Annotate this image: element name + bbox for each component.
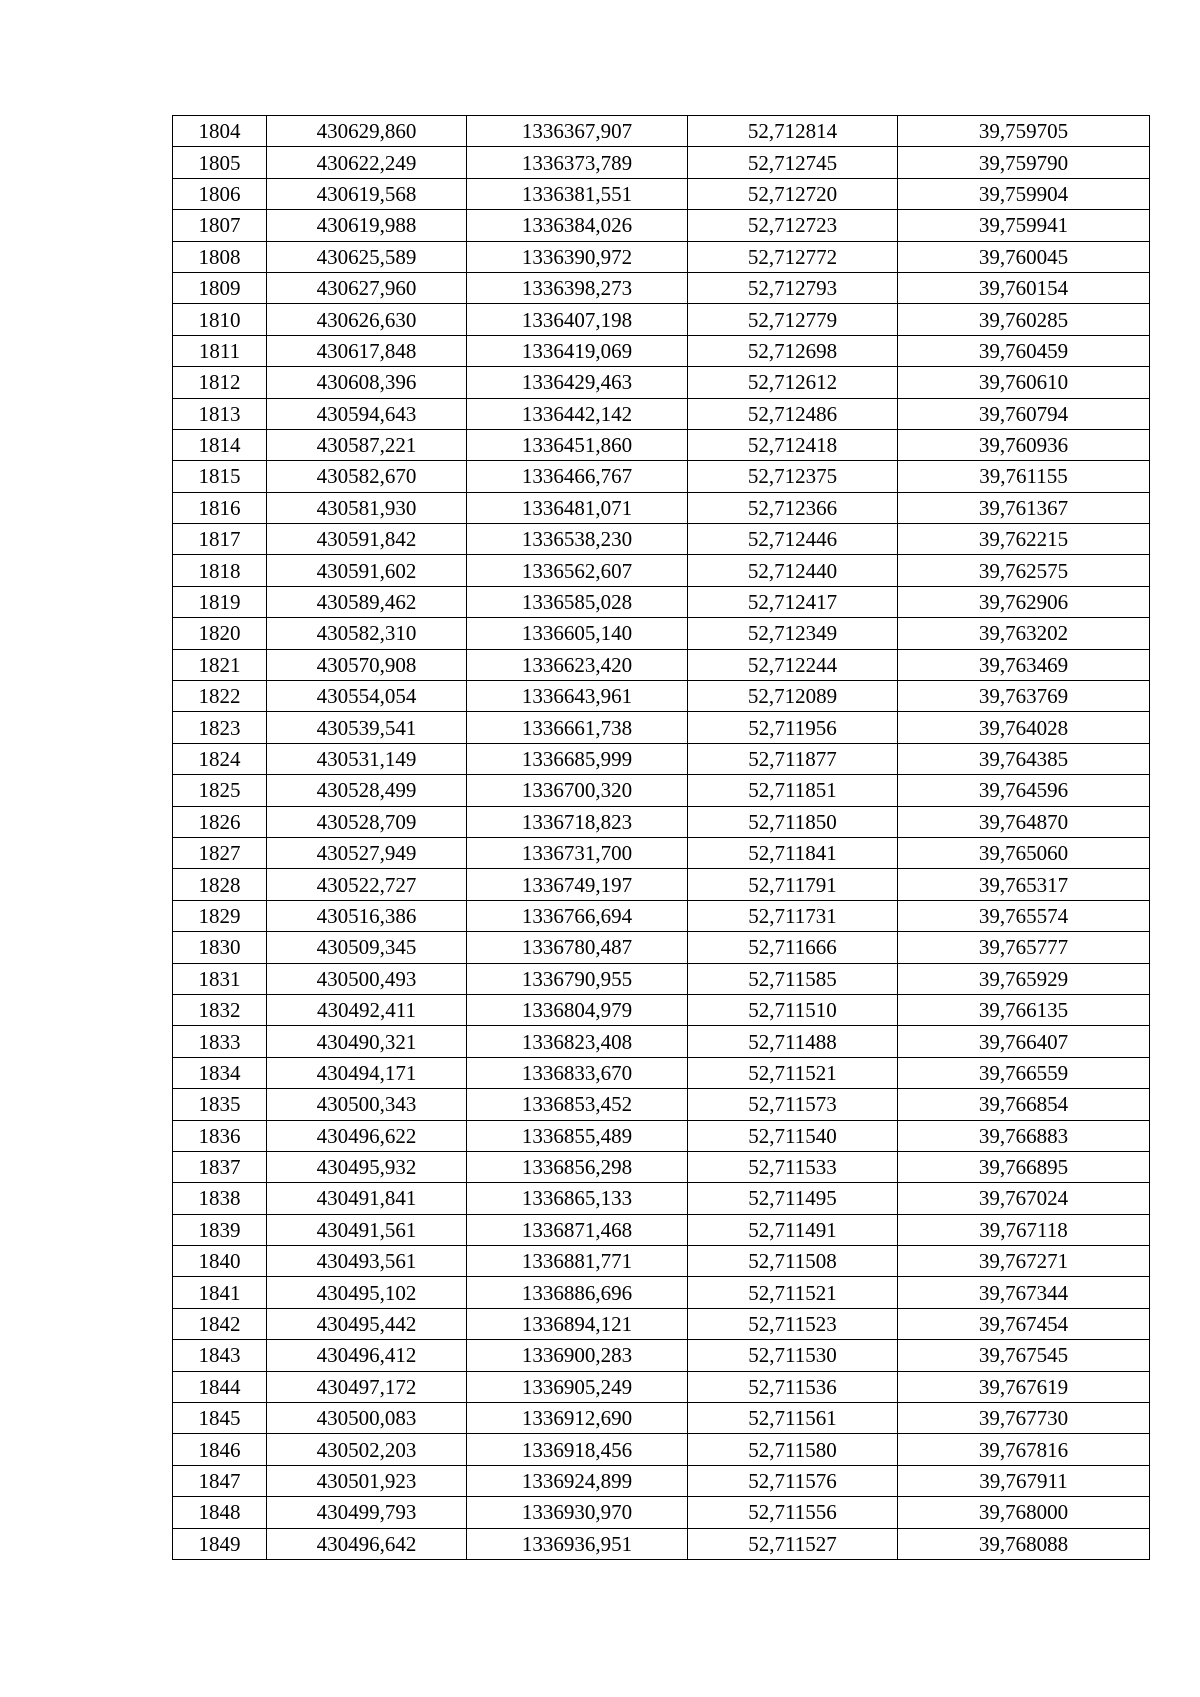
longitude-cell: 39,763469 xyxy=(898,649,1150,680)
x-coordinate-cell: 430496,412 xyxy=(267,1340,467,1371)
x-coordinate-cell: 430591,842 xyxy=(267,524,467,555)
point-number-cell: 1826 xyxy=(173,806,267,837)
point-number-cell: 1829 xyxy=(173,900,267,931)
latitude-cell: 52,712772 xyxy=(688,241,898,272)
table-row xyxy=(173,775,1150,806)
table-row xyxy=(173,900,1150,931)
latitude-cell: 52,712440 xyxy=(688,555,898,586)
latitude-cell: 52,711956 xyxy=(688,712,898,743)
y-coordinate-cell: 1336804,979 xyxy=(467,994,688,1025)
latitude-cell: 52,711488 xyxy=(688,1026,898,1057)
latitude-cell: 52,711540 xyxy=(688,1120,898,1151)
x-coordinate-cell: 430594,643 xyxy=(267,398,467,429)
latitude-cell: 52,711791 xyxy=(688,869,898,900)
point-number-cell: 1819 xyxy=(173,586,267,617)
longitude-cell: 39,765317 xyxy=(898,869,1150,900)
longitude-cell: 39,767454 xyxy=(898,1308,1150,1339)
latitude-cell: 52,712486 xyxy=(688,398,898,429)
y-coordinate-cell: 1336623,420 xyxy=(467,649,688,680)
point-number-cell: 1809 xyxy=(173,272,267,303)
coordinates-table xyxy=(172,115,1150,1560)
table-row xyxy=(173,461,1150,492)
longitude-cell: 39,760459 xyxy=(898,335,1150,366)
x-coordinate-cell: 430522,727 xyxy=(267,869,467,900)
table-row xyxy=(173,1277,1150,1308)
point-number-cell: 1848 xyxy=(173,1497,267,1528)
longitude-cell: 39,768088 xyxy=(898,1528,1150,1559)
longitude-cell: 39,760794 xyxy=(898,398,1150,429)
x-coordinate-cell: 430500,083 xyxy=(267,1403,467,1434)
longitude-cell: 39,768000 xyxy=(898,1497,1150,1528)
point-number-cell: 1812 xyxy=(173,367,267,398)
x-coordinate-cell: 430528,709 xyxy=(267,806,467,837)
latitude-cell: 52,712417 xyxy=(688,586,898,617)
y-coordinate-cell: 1336886,696 xyxy=(467,1277,688,1308)
x-coordinate-cell: 430497,172 xyxy=(267,1371,467,1402)
x-coordinate-cell: 430500,343 xyxy=(267,1089,467,1120)
x-coordinate-cell: 430496,642 xyxy=(267,1528,467,1559)
x-coordinate-cell: 430491,841 xyxy=(267,1183,467,1214)
y-coordinate-cell: 1336905,249 xyxy=(467,1371,688,1402)
longitude-cell: 39,767024 xyxy=(898,1183,1150,1214)
table-row xyxy=(173,272,1150,303)
longitude-cell: 39,764385 xyxy=(898,743,1150,774)
longitude-cell: 39,765777 xyxy=(898,932,1150,963)
x-coordinate-cell: 430608,396 xyxy=(267,367,467,398)
point-number-cell: 1833 xyxy=(173,1026,267,1057)
x-coordinate-cell: 430502,203 xyxy=(267,1434,467,1465)
y-coordinate-cell: 1336381,551 xyxy=(467,178,688,209)
y-coordinate-cell: 1336749,197 xyxy=(467,869,688,900)
longitude-cell: 39,766854 xyxy=(898,1089,1150,1120)
y-coordinate-cell: 1336918,456 xyxy=(467,1434,688,1465)
y-coordinate-cell: 1336894,121 xyxy=(467,1308,688,1339)
y-coordinate-cell: 1336871,468 xyxy=(467,1214,688,1245)
latitude-cell: 52,711561 xyxy=(688,1403,898,1434)
x-coordinate-cell: 430528,499 xyxy=(267,775,467,806)
longitude-cell: 39,767545 xyxy=(898,1340,1150,1371)
x-coordinate-cell: 430582,670 xyxy=(267,461,467,492)
longitude-cell: 39,767730 xyxy=(898,1403,1150,1434)
point-number-cell: 1814 xyxy=(173,429,267,460)
point-number-cell: 1841 xyxy=(173,1277,267,1308)
table-row xyxy=(173,147,1150,178)
y-coordinate-cell: 1336856,298 xyxy=(467,1151,688,1182)
y-coordinate-cell: 1336442,142 xyxy=(467,398,688,429)
point-number-cell: 1815 xyxy=(173,461,267,492)
latitude-cell: 52,712244 xyxy=(688,649,898,680)
longitude-cell: 39,767344 xyxy=(898,1277,1150,1308)
point-number-cell: 1822 xyxy=(173,681,267,712)
x-coordinate-cell: 430626,630 xyxy=(267,304,467,335)
longitude-cell: 39,763202 xyxy=(898,618,1150,649)
longitude-cell: 39,761155 xyxy=(898,461,1150,492)
x-coordinate-cell: 430531,149 xyxy=(267,743,467,774)
point-number-cell: 1840 xyxy=(173,1246,267,1277)
table-row xyxy=(173,869,1150,900)
latitude-cell: 52,712720 xyxy=(688,178,898,209)
latitude-cell: 52,711556 xyxy=(688,1497,898,1528)
table-row xyxy=(173,1403,1150,1434)
y-coordinate-cell: 1336407,198 xyxy=(467,304,688,335)
longitude-cell: 39,766895 xyxy=(898,1151,1150,1182)
latitude-cell: 52,711521 xyxy=(688,1057,898,1088)
longitude-cell: 39,760154 xyxy=(898,272,1150,303)
y-coordinate-cell: 1336700,320 xyxy=(467,775,688,806)
point-number-cell: 1838 xyxy=(173,1183,267,1214)
x-coordinate-cell: 430492,411 xyxy=(267,994,467,1025)
x-coordinate-cell: 430494,171 xyxy=(267,1057,467,1088)
y-coordinate-cell: 1336562,607 xyxy=(467,555,688,586)
point-number-cell: 1843 xyxy=(173,1340,267,1371)
table-row xyxy=(173,681,1150,712)
point-number-cell: 1805 xyxy=(173,147,267,178)
longitude-cell: 39,760285 xyxy=(898,304,1150,335)
point-number-cell: 1827 xyxy=(173,837,267,868)
y-coordinate-cell: 1336912,690 xyxy=(467,1403,688,1434)
table-row xyxy=(173,994,1150,1025)
longitude-cell: 39,760936 xyxy=(898,429,1150,460)
latitude-cell: 52,711523 xyxy=(688,1308,898,1339)
x-coordinate-cell: 430490,321 xyxy=(267,1026,467,1057)
table-row xyxy=(173,1246,1150,1277)
table-row xyxy=(173,712,1150,743)
latitude-cell: 52,712446 xyxy=(688,524,898,555)
latitude-cell: 52,711731 xyxy=(688,900,898,931)
longitude-cell: 39,764596 xyxy=(898,775,1150,806)
latitude-cell: 52,712612 xyxy=(688,367,898,398)
y-coordinate-cell: 1336685,999 xyxy=(467,743,688,774)
longitude-cell: 39,759790 xyxy=(898,147,1150,178)
table-row xyxy=(173,1465,1150,1496)
point-number-cell: 1828 xyxy=(173,869,267,900)
latitude-cell: 52,711530 xyxy=(688,1340,898,1371)
point-number-cell: 1810 xyxy=(173,304,267,335)
longitude-cell: 39,766407 xyxy=(898,1026,1150,1057)
y-coordinate-cell: 1336481,071 xyxy=(467,492,688,523)
latitude-cell: 52,712779 xyxy=(688,304,898,335)
table-row xyxy=(173,429,1150,460)
point-number-cell: 1837 xyxy=(173,1151,267,1182)
latitude-cell: 52,711850 xyxy=(688,806,898,837)
point-number-cell: 1813 xyxy=(173,398,267,429)
latitude-cell: 52,712745 xyxy=(688,147,898,178)
x-coordinate-cell: 430527,949 xyxy=(267,837,467,868)
table-row xyxy=(173,1497,1150,1528)
table-row xyxy=(173,555,1150,586)
x-coordinate-cell: 430582,310 xyxy=(267,618,467,649)
y-coordinate-cell: 1336451,860 xyxy=(467,429,688,460)
x-coordinate-cell: 430495,442 xyxy=(267,1308,467,1339)
y-coordinate-cell: 1336881,771 xyxy=(467,1246,688,1277)
table-row xyxy=(173,586,1150,617)
point-number-cell: 1839 xyxy=(173,1214,267,1245)
longitude-cell: 39,759705 xyxy=(898,116,1150,147)
x-coordinate-cell: 430493,561 xyxy=(267,1246,467,1277)
table-row xyxy=(173,1340,1150,1371)
latitude-cell: 52,711521 xyxy=(688,1277,898,1308)
y-coordinate-cell: 1336538,230 xyxy=(467,524,688,555)
point-number-cell: 1830 xyxy=(173,932,267,963)
table-row xyxy=(173,837,1150,868)
longitude-cell: 39,759904 xyxy=(898,178,1150,209)
y-coordinate-cell: 1336790,955 xyxy=(467,963,688,994)
y-coordinate-cell: 1336853,452 xyxy=(467,1089,688,1120)
latitude-cell: 52,712698 xyxy=(688,335,898,366)
x-coordinate-cell: 430617,848 xyxy=(267,335,467,366)
x-coordinate-cell: 430591,602 xyxy=(267,555,467,586)
longitude-cell: 39,766559 xyxy=(898,1057,1150,1088)
point-number-cell: 1845 xyxy=(173,1403,267,1434)
table-row xyxy=(173,743,1150,774)
x-coordinate-cell: 430581,930 xyxy=(267,492,467,523)
longitude-cell: 39,767619 xyxy=(898,1371,1150,1402)
point-number-cell: 1808 xyxy=(173,241,267,272)
longitude-cell: 39,760045 xyxy=(898,241,1150,272)
x-coordinate-cell: 430589,462 xyxy=(267,586,467,617)
longitude-cell: 39,762575 xyxy=(898,555,1150,586)
x-coordinate-cell: 430500,493 xyxy=(267,963,467,994)
latitude-cell: 52,711851 xyxy=(688,775,898,806)
table-row xyxy=(173,1089,1150,1120)
longitude-cell: 39,762906 xyxy=(898,586,1150,617)
latitude-cell: 52,711508 xyxy=(688,1246,898,1277)
longitude-cell: 39,765929 xyxy=(898,963,1150,994)
point-number-cell: 1832 xyxy=(173,994,267,1025)
x-coordinate-cell: 430570,908 xyxy=(267,649,467,680)
point-number-cell: 1818 xyxy=(173,555,267,586)
point-number-cell: 1846 xyxy=(173,1434,267,1465)
x-coordinate-cell: 430627,960 xyxy=(267,272,467,303)
x-coordinate-cell: 430499,793 xyxy=(267,1497,467,1528)
latitude-cell: 52,711533 xyxy=(688,1151,898,1182)
latitude-cell: 52,711666 xyxy=(688,932,898,963)
y-coordinate-cell: 1336429,463 xyxy=(467,367,688,398)
point-number-cell: 1825 xyxy=(173,775,267,806)
point-number-cell: 1821 xyxy=(173,649,267,680)
y-coordinate-cell: 1336367,907 xyxy=(467,116,688,147)
table-row xyxy=(173,1120,1150,1151)
x-coordinate-cell: 430516,386 xyxy=(267,900,467,931)
y-coordinate-cell: 1336384,026 xyxy=(467,210,688,241)
table-row xyxy=(173,963,1150,994)
point-number-cell: 1835 xyxy=(173,1089,267,1120)
y-coordinate-cell: 1336373,789 xyxy=(467,147,688,178)
table-row xyxy=(173,1057,1150,1088)
x-coordinate-cell: 430587,221 xyxy=(267,429,467,460)
latitude-cell: 52,711580 xyxy=(688,1434,898,1465)
x-coordinate-cell: 430509,345 xyxy=(267,932,467,963)
x-coordinate-cell: 430501,923 xyxy=(267,1465,467,1496)
latitude-cell: 52,712418 xyxy=(688,429,898,460)
x-coordinate-cell: 430495,932 xyxy=(267,1151,467,1182)
y-coordinate-cell: 1336766,694 xyxy=(467,900,688,931)
y-coordinate-cell: 1336936,951 xyxy=(467,1528,688,1559)
point-number-cell: 1804 xyxy=(173,116,267,147)
x-coordinate-cell: 430495,102 xyxy=(267,1277,467,1308)
table-row xyxy=(173,1371,1150,1402)
table-row xyxy=(173,398,1150,429)
latitude-cell: 52,711585 xyxy=(688,963,898,994)
table-row xyxy=(173,241,1150,272)
longitude-cell: 39,765574 xyxy=(898,900,1150,931)
y-coordinate-cell: 1336930,970 xyxy=(467,1497,688,1528)
longitude-cell: 39,767118 xyxy=(898,1214,1150,1245)
point-number-cell: 1806 xyxy=(173,178,267,209)
longitude-cell: 39,763769 xyxy=(898,681,1150,712)
table-row xyxy=(173,932,1150,963)
y-coordinate-cell: 1336718,823 xyxy=(467,806,688,837)
point-number-cell: 1820 xyxy=(173,618,267,649)
table-row xyxy=(173,1528,1150,1559)
latitude-cell: 52,712375 xyxy=(688,461,898,492)
point-number-cell: 1807 xyxy=(173,210,267,241)
x-coordinate-cell: 430622,249 xyxy=(267,147,467,178)
table-row xyxy=(173,618,1150,649)
longitude-cell: 39,766135 xyxy=(898,994,1150,1025)
table-row xyxy=(173,524,1150,555)
table-row xyxy=(173,116,1150,147)
y-coordinate-cell: 1336900,283 xyxy=(467,1340,688,1371)
longitude-cell: 39,762215 xyxy=(898,524,1150,555)
table-row xyxy=(173,304,1150,335)
table-row xyxy=(173,492,1150,523)
y-coordinate-cell: 1336924,899 xyxy=(467,1465,688,1496)
point-number-cell: 1849 xyxy=(173,1528,267,1559)
longitude-cell: 39,767271 xyxy=(898,1246,1150,1277)
y-coordinate-cell: 1336855,489 xyxy=(467,1120,688,1151)
table-row xyxy=(173,1214,1150,1245)
y-coordinate-cell: 1336833,670 xyxy=(467,1057,688,1088)
point-number-cell: 1824 xyxy=(173,743,267,774)
point-number-cell: 1842 xyxy=(173,1308,267,1339)
y-coordinate-cell: 1336466,767 xyxy=(467,461,688,492)
point-number-cell: 1836 xyxy=(173,1120,267,1151)
table-row xyxy=(173,1183,1150,1214)
x-coordinate-cell: 430554,054 xyxy=(267,681,467,712)
table-row xyxy=(173,335,1150,366)
table-row xyxy=(173,1151,1150,1182)
table-row xyxy=(173,210,1150,241)
latitude-cell: 52,711491 xyxy=(688,1214,898,1245)
latitude-cell: 52,711527 xyxy=(688,1528,898,1559)
table-row xyxy=(173,178,1150,209)
x-coordinate-cell: 430619,568 xyxy=(267,178,467,209)
table-row xyxy=(173,1434,1150,1465)
latitude-cell: 52,711495 xyxy=(688,1183,898,1214)
longitude-cell: 39,766883 xyxy=(898,1120,1150,1151)
point-number-cell: 1847 xyxy=(173,1465,267,1496)
latitude-cell: 52,711877 xyxy=(688,743,898,774)
longitude-cell: 39,767816 xyxy=(898,1434,1150,1465)
longitude-cell: 39,760610 xyxy=(898,367,1150,398)
point-number-cell: 1816 xyxy=(173,492,267,523)
point-number-cell: 1817 xyxy=(173,524,267,555)
latitude-cell: 52,712723 xyxy=(688,210,898,241)
y-coordinate-cell: 1336585,028 xyxy=(467,586,688,617)
table-row xyxy=(173,1308,1150,1339)
y-coordinate-cell: 1336605,140 xyxy=(467,618,688,649)
y-coordinate-cell: 1336865,133 xyxy=(467,1183,688,1214)
y-coordinate-cell: 1336643,961 xyxy=(467,681,688,712)
x-coordinate-cell: 430491,561 xyxy=(267,1214,467,1245)
x-coordinate-cell: 430496,622 xyxy=(267,1120,467,1151)
point-number-cell: 1823 xyxy=(173,712,267,743)
x-coordinate-cell: 430539,541 xyxy=(267,712,467,743)
latitude-cell: 52,712089 xyxy=(688,681,898,712)
point-number-cell: 1834 xyxy=(173,1057,267,1088)
y-coordinate-cell: 1336398,273 xyxy=(467,272,688,303)
latitude-cell: 52,711576 xyxy=(688,1465,898,1496)
y-coordinate-cell: 1336390,972 xyxy=(467,241,688,272)
latitude-cell: 52,712814 xyxy=(688,116,898,147)
y-coordinate-cell: 1336823,408 xyxy=(467,1026,688,1057)
point-number-cell: 1811 xyxy=(173,335,267,366)
latitude-cell: 52,712349 xyxy=(688,618,898,649)
latitude-cell: 52,712366 xyxy=(688,492,898,523)
x-coordinate-cell: 430625,589 xyxy=(267,241,467,272)
latitude-cell: 52,711536 xyxy=(688,1371,898,1402)
table-row xyxy=(173,367,1150,398)
latitude-cell: 52,711510 xyxy=(688,994,898,1025)
y-coordinate-cell: 1336731,700 xyxy=(467,837,688,868)
table-row xyxy=(173,649,1150,680)
longitude-cell: 39,759941 xyxy=(898,210,1150,241)
longitude-cell: 39,764870 xyxy=(898,806,1150,837)
y-coordinate-cell: 1336419,069 xyxy=(467,335,688,366)
point-number-cell: 1831 xyxy=(173,963,267,994)
latitude-cell: 52,712793 xyxy=(688,272,898,303)
x-coordinate-cell: 430619,988 xyxy=(267,210,467,241)
longitude-cell: 39,764028 xyxy=(898,712,1150,743)
point-number-cell: 1844 xyxy=(173,1371,267,1402)
longitude-cell: 39,767911 xyxy=(898,1465,1150,1496)
coordinates-table-body xyxy=(173,116,1150,1560)
y-coordinate-cell: 1336780,487 xyxy=(467,932,688,963)
table-row xyxy=(173,806,1150,837)
y-coordinate-cell: 1336661,738 xyxy=(467,712,688,743)
table-row xyxy=(173,1026,1150,1057)
longitude-cell: 39,765060 xyxy=(898,837,1150,868)
latitude-cell: 52,711841 xyxy=(688,837,898,868)
x-coordinate-cell: 430629,860 xyxy=(267,116,467,147)
longitude-cell: 39,761367 xyxy=(898,492,1150,523)
latitude-cell: 52,711573 xyxy=(688,1089,898,1120)
